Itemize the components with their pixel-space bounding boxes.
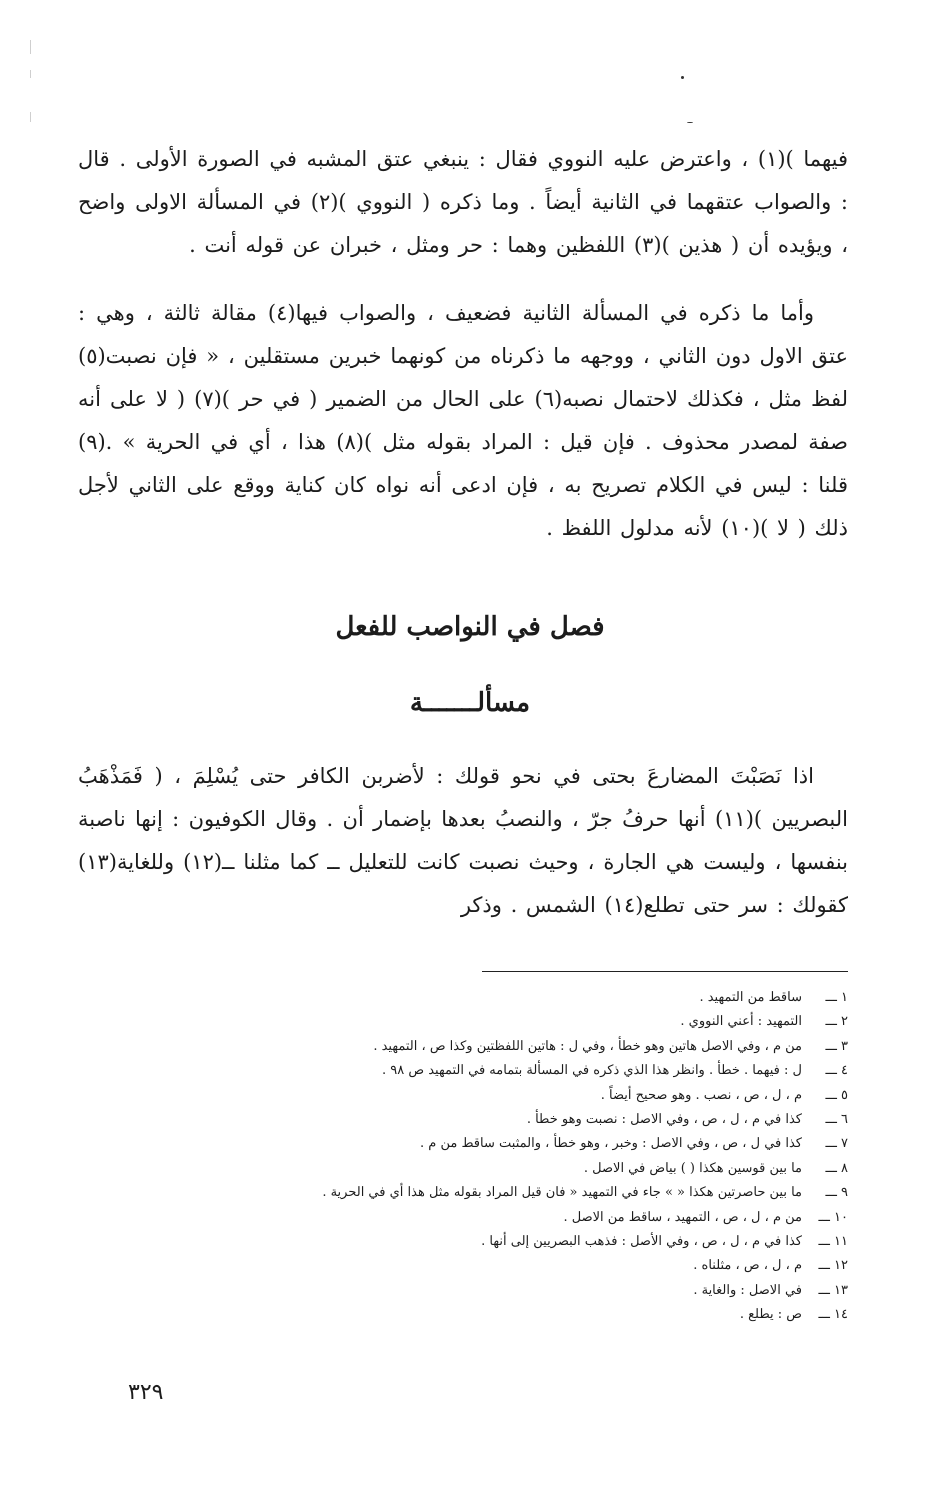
footnote-item: [160, 1035, 848, 1059]
footnote-text: كذا في م ، ل ، ص ، وفي الاصل : نصبت وهو خطأ .: [526, 1112, 802, 1128]
footnote-text: ساقط من التمهيد .: [699, 990, 802, 1005]
page-number: ٣٢٩: [128, 1380, 164, 1405]
body-text-upper: [78, 138, 848, 550]
footnote-text: ل : فيهما . خطأ . وانظر هذا الذي ذكره في المسألة بتمامه في التمهيد ص ٩٨ .: [382, 1063, 802, 1079]
footnote-number: ٨ ـــ: [825, 1160, 848, 1176]
footnote-number: ٢ ـــ: [825, 1014, 848, 1030]
body-text-lower: [78, 755, 848, 927]
scan-margin-mark: [30, 40, 31, 54]
footnote-text: من م ، وفي الاصل هاتين وهو خطأ ، وفي ل : هاتين اللفظتين وكذا ص ، التمهيد .: [373, 1038, 802, 1054]
footnote-item: [160, 1010, 848, 1034]
subsection-title: مسألـــــــة: [409, 688, 531, 718]
footnote-item: [160, 1132, 848, 1156]
footnote-separator: [482, 971, 848, 972]
footnote-number: ٣ ـــ: [825, 1038, 848, 1054]
footnote-number: ٧ ـــ: [825, 1136, 848, 1152]
footnote-item: [160, 1206, 848, 1230]
footnote-number: ١٠ ـــ: [818, 1209, 848, 1225]
footnote-item: [160, 1108, 848, 1132]
footnote-text: ص : يطلع .: [739, 1307, 802, 1323]
footnote-text: من م ، ل ، ص ، التمهيد ، ساقط من الاصل .: [563, 1209, 802, 1225]
footnote-item: [160, 986, 848, 1010]
footnote-number: ٦ ـــ: [825, 1112, 848, 1128]
paragraph-1: فيهما )(١) ، واعترض عليه النووي فقال : ينبغي عتق المشبه في الصورة الأولى . قال : والصواب عتقهما في الثانية أيضاً . وما ذكره ( النووي )(٢) في المسألة الاولى واضح ، ويؤيده أن ( هذين )(٣) اللفظين وهما : حر ومثل ، خبران عن قوله أنت .: [78, 147, 848, 257]
footnote-number: ١٣ ـــ: [818, 1282, 848, 1298]
footnote-number: ١١ ـــ: [818, 1234, 848, 1250]
footnote-item: [160, 1181, 848, 1205]
footnote-number: ١٤ ـــ: [818, 1307, 848, 1323]
footnote-item: [160, 1254, 848, 1278]
footnote-number: ١ ـــ: [825, 990, 848, 1005]
footnote-number: ١٢ ـــ: [818, 1258, 848, 1274]
footnote-text: كذا في م ، ل ، ص ، وفي الأصل : فذهب البصريين إلى أنها .: [481, 1234, 802, 1250]
scan-speck: [681, 76, 684, 79]
footnote-item: [160, 1084, 848, 1108]
footnote-number: ٤ ـــ: [825, 1063, 848, 1079]
footnote-item: [160, 1279, 848, 1303]
footnote-text: م ، ل ، ص ، مثلناه .: [693, 1258, 802, 1274]
footnote-text: ما بين حاصرتين هكذا « » جاء في التمهيد « فان قيل المراد بقوله مثل هذا أي في الحرية .: [322, 1185, 802, 1201]
section-title: فصل في النواصب للفعل: [335, 612, 605, 642]
footnote-number: ٩ ـــ: [825, 1185, 848, 1201]
footnote-item: [160, 1157, 848, 1181]
scan-margin-mark: [30, 70, 31, 78]
footnotes-list: [160, 986, 848, 1328]
scan-speck: [687, 122, 693, 123]
footnote-text: التمهيد : أعني النووي .: [680, 1014, 802, 1030]
scan-margin-mark: [30, 112, 31, 122]
paragraph-2: وأما ما ذكره في المسألة الثانية فضعيف ، والصواب فيها(٤) مقالة ثالثة ، وهي : عتق الاول دون الثاني ، ووجهه ما ذكرناه من كونهما خبرين مستقلين ، « فإن نصبت(٥) لفظ مثل ، فكذلك لاحتمال نصبه(٦) على الحال من الضمير ( في حر )(٧) ( لا على أنه صفة لمصدر محذوف . فإن قيل : المراد بقوله مثل )(٨) هذا ، أي في الحرية » .(٩) قلنا : ليس في الكلام تصريح به ، فإن ادعى أنه نواه كان كناية ووقع على الثاني لأجل ذلك ( لا )(١٠) لأنه مدلول اللفظ .: [78, 301, 848, 540]
footnote-number: ٥ ـــ: [825, 1087, 848, 1103]
footnote-text: ما بين قوسين هكذا ( ) بياض في الاصل .: [583, 1160, 802, 1176]
footnote-item: [160, 1230, 848, 1254]
footnote-item: [160, 1059, 848, 1083]
footnote-text: م ، ل ، ص ، نصب . وهو صحيح أيضاً .: [600, 1087, 802, 1103]
footnote-text: في الاصل : والغاية .: [693, 1282, 802, 1298]
footnote-text: كذا في ل ، ص ، وفي الاصل : وخبر ، وهو خطأ ، والمثبت ساقط من م .: [420, 1136, 802, 1152]
footnote-item: [160, 1303, 848, 1327]
paragraph-3: اذا نَصَبْتَ المضارعَ بحتى في نحو قولك : لأضربن الكافر حتى يُسْلِمَ ، ( فَمَذْهَبُ البصريين )(١١) أنها حرفُ جرّ ، والنصبُ بعدها بإضمار أن . وقال الكوفيون : إنها ناصبة بنفسها ، وليست هي الجارة ، وحيث نصبت كانت للتعليل ــ كما مثلنا ــ(١٢) وللغاية(١٣) كقولك : سر حتى تطلع(١٤) الشمس . وذكر: [78, 764, 848, 917]
